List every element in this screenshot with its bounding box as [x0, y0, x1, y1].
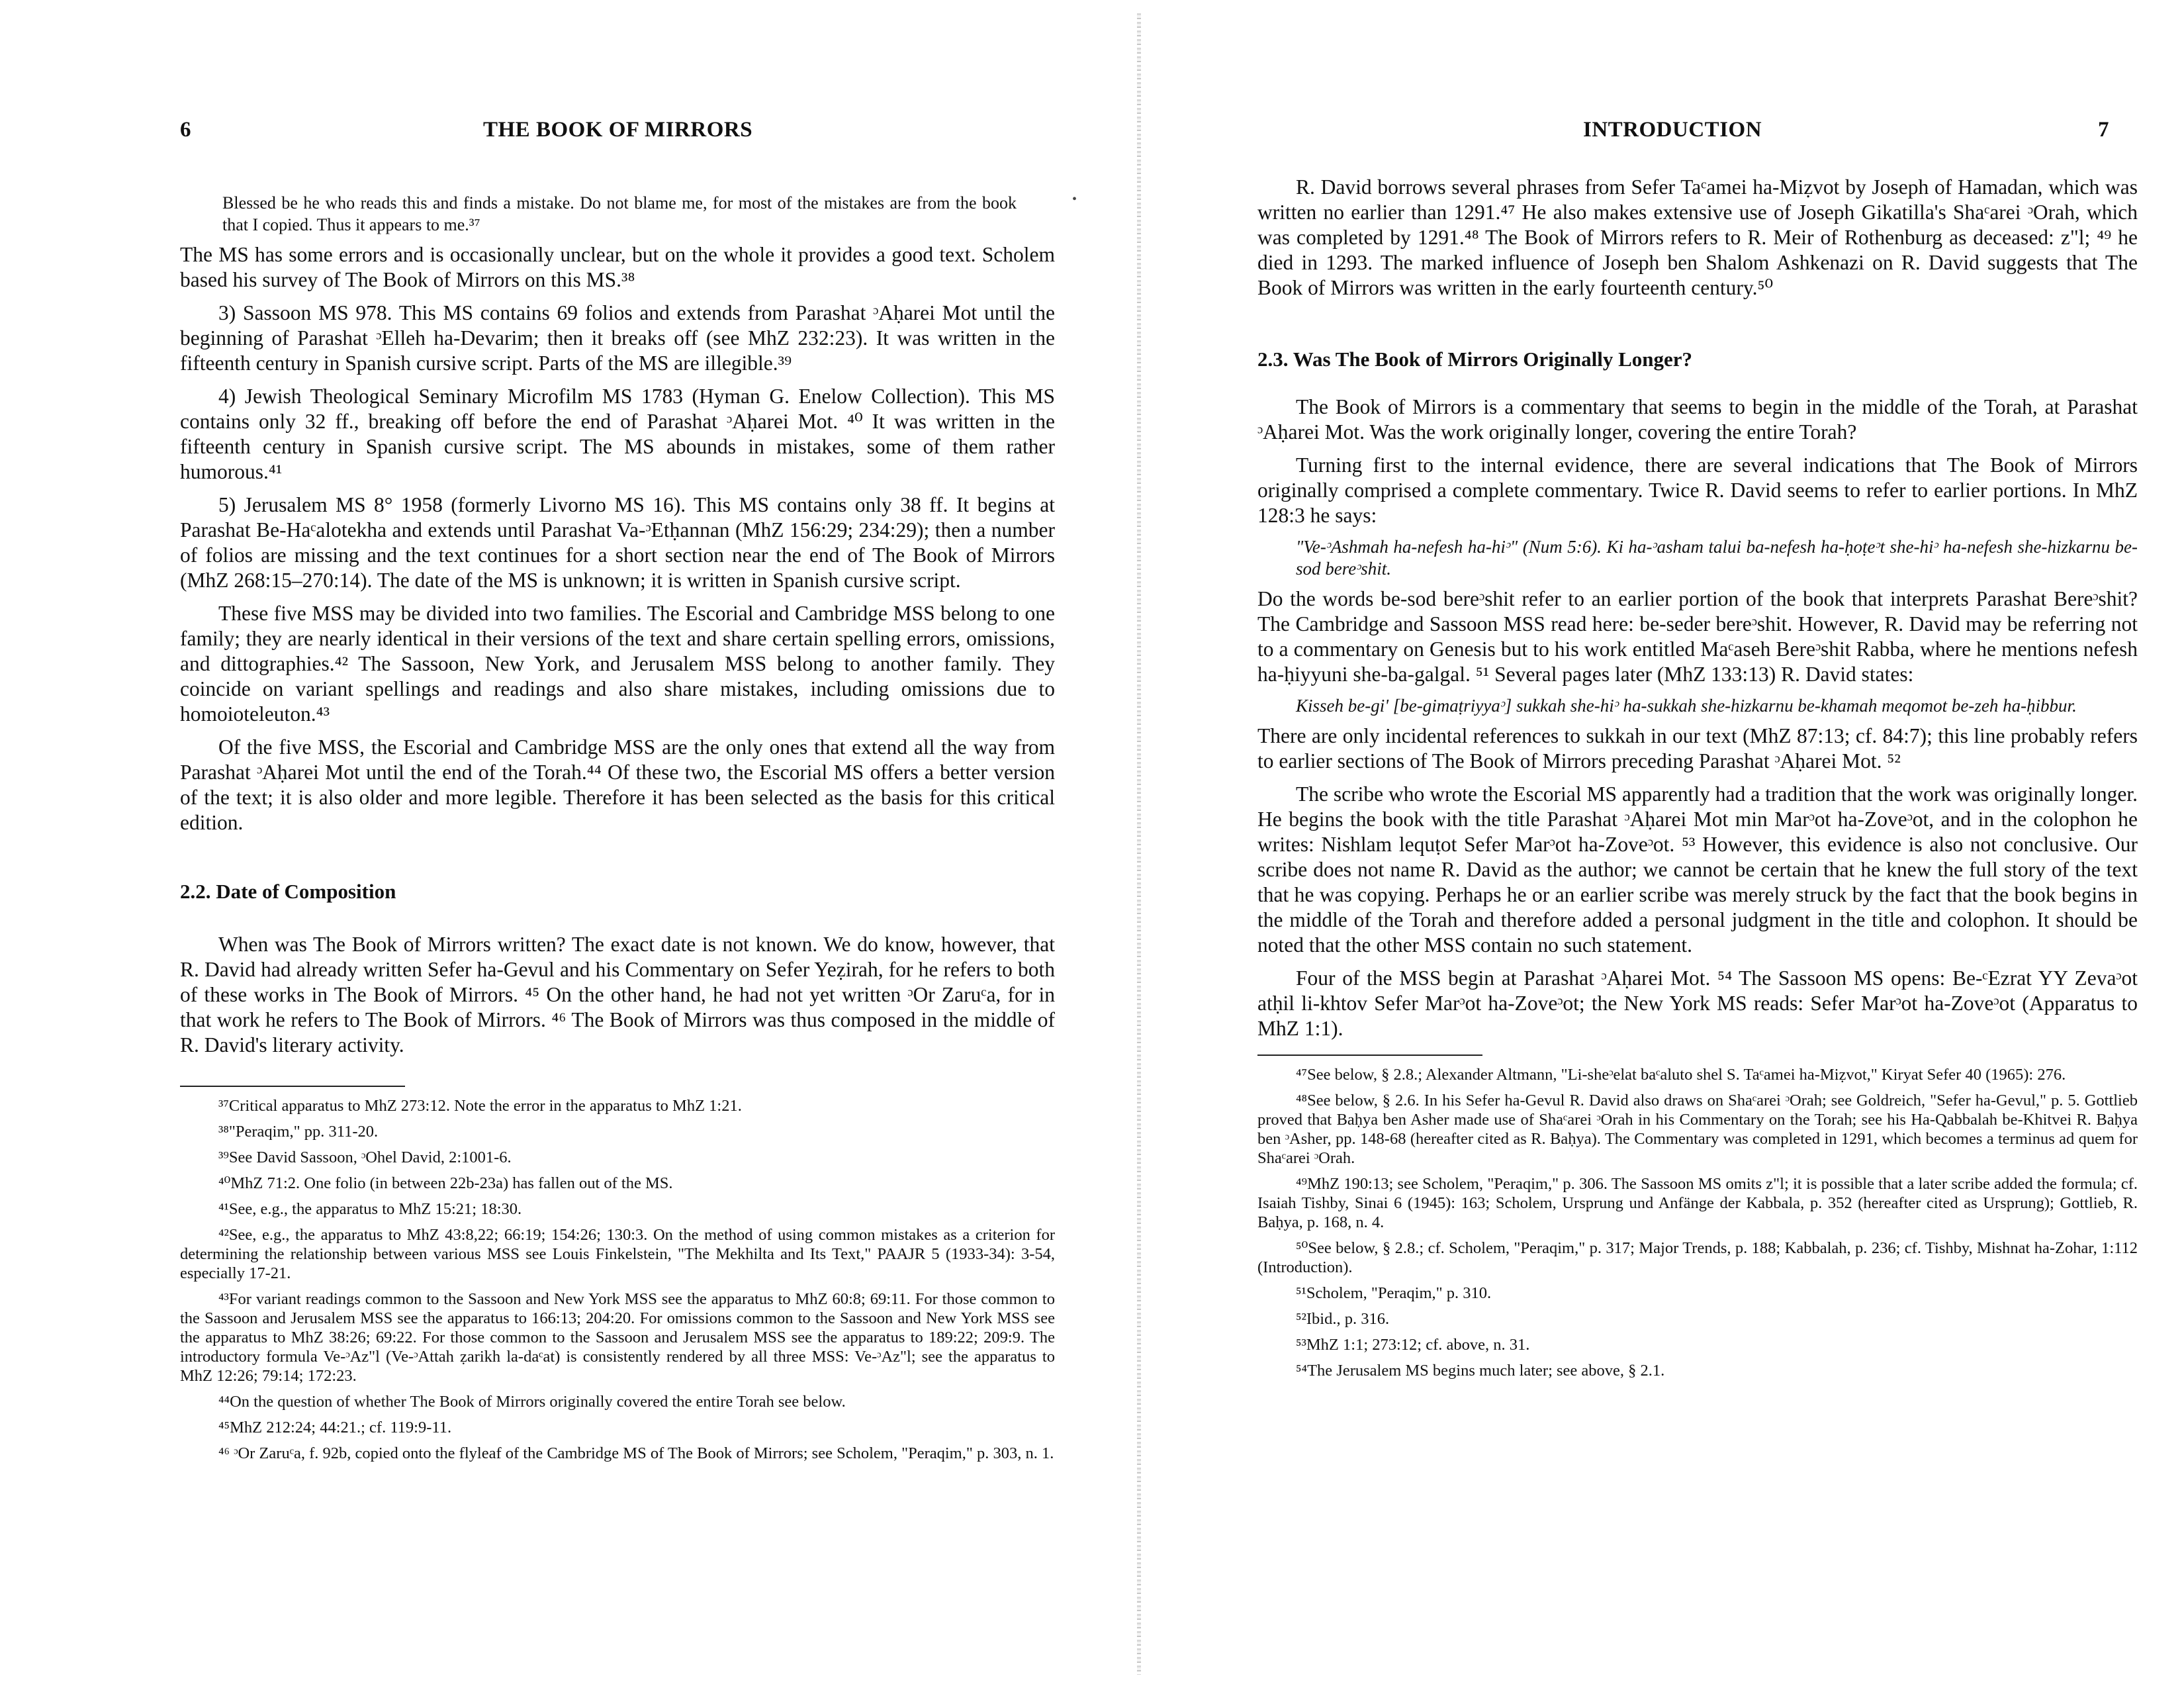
footnote: ³⁷Critical apparatus to MhZ 273:12. Note the error in the apparatus to MhZ 1:21. — [218, 1097, 742, 1115]
footnote: ⁵⁰See below, § 2.8.; cf. Scholem, "Peraqim," p. 317; Major Trends, p. 188; Kabbalah, p. 236; cf. Tishby, Mishnat ha-Zohar, 1:112 (Introduction). — [1257, 1239, 2138, 1276]
right-body — [1257, 175, 2138, 1387]
page-number: 7 — [2098, 118, 2109, 142]
section-heading: 2.3. Was The Book of Mirrors Originally Longer? — [1257, 348, 1693, 371]
paragraph: The MS has some errors and is occasionally unclear, but on the whole it provides a good text. Scholem based his survey of The Book of Mirrors on this MS.³⁸ — [180, 243, 1055, 291]
paragraph: Of the five MSS, the Escorial and Cambridge MSS are the only ones that extend all the way from Parashat ᵓAḥarei Mot until the end of the Torah.⁴⁴ Of these two, the Escorial MS offers a better version of the text; it is also older and more legible. Therefore it has been selected as the basis for this critical edition. — [180, 735, 1055, 834]
footnote-rule — [1257, 1055, 1482, 1056]
paragraph: Turning first to the internal evidence, there are several indications that The Book of Mirrors originally comprised a complete commentary. Twice R. David seems to refer to earlier portions. In MhZ 128:3 he says: — [1257, 453, 2138, 527]
footnote: ⁴⁹MhZ 190:13; see Scholem, "Peraqim," p. 306. The Sassoon MS omits z"l; it is possible that a later scribe added the formula; cf. Isaiah Tishby, Sinai 6 (1945): 163; Scholem, Ursprung und Anfänge der Kabbala, p. 352 (hereafter cited as Ursprung); Gottlieb, R. Baḥya, p. 168, n. 4. — [1257, 1175, 2138, 1231]
footnote: ⁵¹Scholem, "Peraqim," p. 310. — [1296, 1284, 1492, 1302]
paragraph: These five MSS may be divided into two families. The Escorial and Cambridge MSS belong to one family; they are nearly identical in their versions of the text and share certain spelling errors, omissions, and dittographies.⁴² The Sassoon, New York, and Jerusalem MSS belong to another family. They coincide on variant spellings and readings and also share mistakes, including omissions due to homoioteleuton.⁴³ — [180, 602, 1055, 726]
paragraph: 4) Jewish Theological Seminary Microfilm MS 1783 (Hyman G. Enelow Collection). This MS contains only 32 ff., breaking off before the end of Parashat ᵓAḥarei Mot. ⁴⁰ It was written in the fifteenth century in Spanish cursive script. The MS abounds in mistakes, some of them rather humorous.⁴¹ — [180, 385, 1055, 483]
paragraph: R. David borrows several phrases from Sefer Taᶜamei ha-Miẓvot by Joseph of Hamadan, which was written no earlier than 1291.⁴⁷ He also makes extensive use of Joseph Gikatilla's Shaᶜarei ᵓOrah, which was completed by 1291.⁴⁸ The Book of Mirrors refers to R. Meir of Rothenburg as deceased: z"l; ⁴⁹ he died in 1293. The marked influence of Joseph ben Shalom Ashkenazi on R. David suggests that The Book of Mirrors was written in the early fourteenth century.⁵⁰ — [1257, 175, 2138, 299]
footnote: ⁴⁴On the question of whether The Book of Mirrors originally covered the entire Torah see below. — [218, 1393, 846, 1411]
footnote: ⁵³MhZ 1:1; 273:12; cf. above, n. 31. — [1296, 1336, 1530, 1354]
paragraph: 3) Sassoon MS 978. This MS contains 69 folios and extends from Parashat ᵓAḥarei Mot until the beginning of Parashat ᵓElleh ha-Devarim; then it breaks off (see MhZ 232:23). It was written in the fifteenth century in Spanish cursive script. Parts of the MS are illegible.³⁹ — [180, 301, 1055, 375]
scan-speck: • — [1072, 192, 1077, 207]
footnote: ⁴³For variant readings common to the Sassoon and New York MSS see the apparatus to MhZ 60:8; 69:11. For those common to the Sassoon and Jerusalem MSS see the apparatus to 166:13; 204:20. For omissions common to the Sassoon and New York MSS see the apparatus to MhZ 38:26; 69:22. For those common to the Sassoon and Jerusalem MSS see the apparatus to 189:22; 209:9. The introductory formula Ve-ᵓAz"l (Ve-ᵓAttah ẓarikh la-daᶜat) is consistently rendered by all three MSS: Ve-ᵓAz"l; see the apparatus to MhZ 12:26; 79:14; 172:23. — [180, 1290, 1055, 1385]
paragraph: The Book of Mirrors is a commentary that seems to begin in the middle of the Torah, at Parashat ᵓAḥarei Mot. Was the work originally longer, covering the entire Torah? — [1257, 395, 2138, 444]
footnote: ³⁹See David Sassoon, ᵓOhel David, 2:1001-6. — [218, 1149, 512, 1166]
section-heading: 2.2. Date of Composition — [180, 880, 396, 903]
footnote: ⁵⁴The Jerusalem MS begins much later; see above, § 2.1. — [1296, 1362, 1665, 1380]
right-page — [1138, 0, 2184, 1688]
footnote: ⁴⁰MhZ 71:2. One folio (in between 22b-23a) has fallen out of the MS. — [218, 1174, 673, 1192]
footnote: ⁴¹See, e.g., the apparatus to MhZ 15:21; 18:30. — [218, 1200, 522, 1218]
footnotes — [1257, 1065, 2138, 1380]
footnote: ⁴²See, e.g., the apparatus to MhZ 43:8,22; 66:19; 154:26; 130:3. On the method of using common mistakes as a criterion for determining the relationship between various MSS see Louis Finkelstein, "The Mekhilta and Its Text," PAAJR 5 (1933-34): 3-54, especially 17-21. — [180, 1226, 1055, 1282]
footnote-rule — [180, 1086, 405, 1087]
running-head: THE BOOK OF MIRRORS — [483, 118, 753, 142]
footnote: ⁴⁵MhZ 212:24; 44:21.; cf. 119:9-11. — [218, 1419, 452, 1436]
paragraph: Four of the MSS begin at Parashat ᵓAḥarei Mot. ⁵⁴ The Sassoon MS opens: Be-ᶜEzrat YY Zevaᵓot atḥil li-khtov Sefer Marᵓot ha-Zoveᵓot; the New York MS reads: Sefer Marᵓot ha-Zoveᵓot (Apparatus to MhZ 1:1). — [1257, 966, 2138, 1040]
block-quote: "Ve-ᵓAshmah ha-nefesh ha-hiᵓ" (Num 5:6). Ki ha-ᵓasham talui ba-nefesh ha-ḥoṭeᵓt she-hiᵓ ha-nefesh she-hizkarnu be-sod bereᵓshit. — [1296, 537, 2138, 579]
left-body — [180, 192, 1055, 1470]
footnote: ⁵²Ibid., p. 316. — [1296, 1310, 1390, 1328]
paragraph: When was The Book of Mirrors written? The exact date is not known. We do know, however, that R. David had already written Sefer ha-Gevul and his Commentary on Sefer Yeẓirah, for he refers to both of these works in The Book of Mirrors. ⁴⁵ On the other hand, he had not yet written ᵓOr Zaruᶜa, for in that work he refers to The Book of Mirrors. ⁴⁶ The Book of Mirrors was thus composed in the middle of R. David's literary activity. — [180, 933, 1055, 1056]
running-head: INTRODUCTION — [1583, 118, 1762, 142]
paragraph: There are only incidental references to sukkah in our text (MhZ 87:13; cf. 84:7); this line probably refers to earlier sections of The Book of Mirrors preceding Parashat ᵓAḥarei Mot. ⁵² — [1257, 724, 2138, 773]
paragraph: Do the words be-sod bereᵓshit refer to an earlier portion of the book that interprets Parashat Bereᵓshit? The Cambridge and Sassoon MSS read here: be-seder bereᵓshit. However, R. David may be referring not to a commentary on Genesis but to his work entitled Maᶜaseh Bereᵓshit Rabba, where he mentions nefesh ha-ḥiyyuni she-ba-galgal. ⁵¹ Several pages later (MhZ 133:13) R. David states: — [1257, 587, 2138, 686]
paragraph: 5) Jerusalem MS 8° 1958 (formerly Livorno MS 16). This MS contains only 38 ff. It begins at Parashat Be-Haᶜalotekha and extends until Parashat Va-ᵓEtḥannan (MhZ 156:29; 234:29); then a number of folios are missing and the text continues for a short section near the end of The Book of Mirrors (MhZ 268:15–270:14). The date of the MS is unknown; it is written in Spanish cursive script. — [180, 493, 1055, 592]
block-quote: Kisseh be-gi' [be-gimaṭriyyaᵓ] sukkah she-hiᵓ ha-sukkah she-hizkarnu be-khamah meqomot be-zeh ha-ḥibbur. — [1296, 696, 2077, 716]
footnote: ⁴⁸See below, § 2.6. In his Sefer ha-Gevul R. David also draws on Shaᶜarei ᵓOrah; see Goldreich, "Sefer ha-Gevul," p. 5. Gottlieb proved that Baḥya ben Asher made use of Shaᶜarei ᵓOrah in his Commentary on the Torah; see his Ha-Qabbalah be-Khitvei R. Baḥya ben ᵓAsher, pp. 148-68 (hereafter cited as R. Baḥya). The Commentary was completed in 1291, which becomes a terminus ad quem for Shaᶜarei ᵓOrah. — [1257, 1092, 2138, 1167]
footnote: ⁴⁷See below, § 2.8.; Alexander Altmann, "Li-sheᵓelat baᶜaluto shel S. Taᶜamei ha-Miẓvot," Kiryat Sefer 40 (1965): 276. — [1296, 1066, 2066, 1084]
block-quote: Blessed be he who reads this and finds a mistake. Do not blame me, for most of the mistakes are from the book that I copied. Thus it appears to me.³⁷ — [222, 193, 1017, 234]
page-number: 6 — [180, 118, 191, 142]
footnote: ⁴⁶ ᵓOr Zaruᶜa, f. 92b, copied onto the flyleaf of the Cambridge MS of The Book of Mirrors; see Scholem, "Peraqim," p. 303, n. 1. — [218, 1444, 1054, 1462]
paragraph: The scribe who wrote the Escorial MS apparently had a tradition that the work was originally longer. He begins the book with the title Parashat ᵓAḥarei Mot min Marᵓot ha-Zoveᵓot, and in the colophon he writes: Nishlam lequṭot Sefer Marᵓot ha-Zoveᵓot. ⁵³ However, this evidence is also not conclusive. Our scribe does not name R. David as the author; we cannot be certain that he knew the full story of the text that he was copying. Perhaps he or an earlier scribe was merely struck by the fact that the book begins in the middle of the Torah and therefore added a personal judgment in the title and colophon. It should be noted that the other MSS contain no such statement. — [1257, 782, 2138, 957]
footnote: ³⁸"Peraqim," pp. 311-20. — [218, 1123, 379, 1141]
footnotes — [180, 1096, 1055, 1463]
